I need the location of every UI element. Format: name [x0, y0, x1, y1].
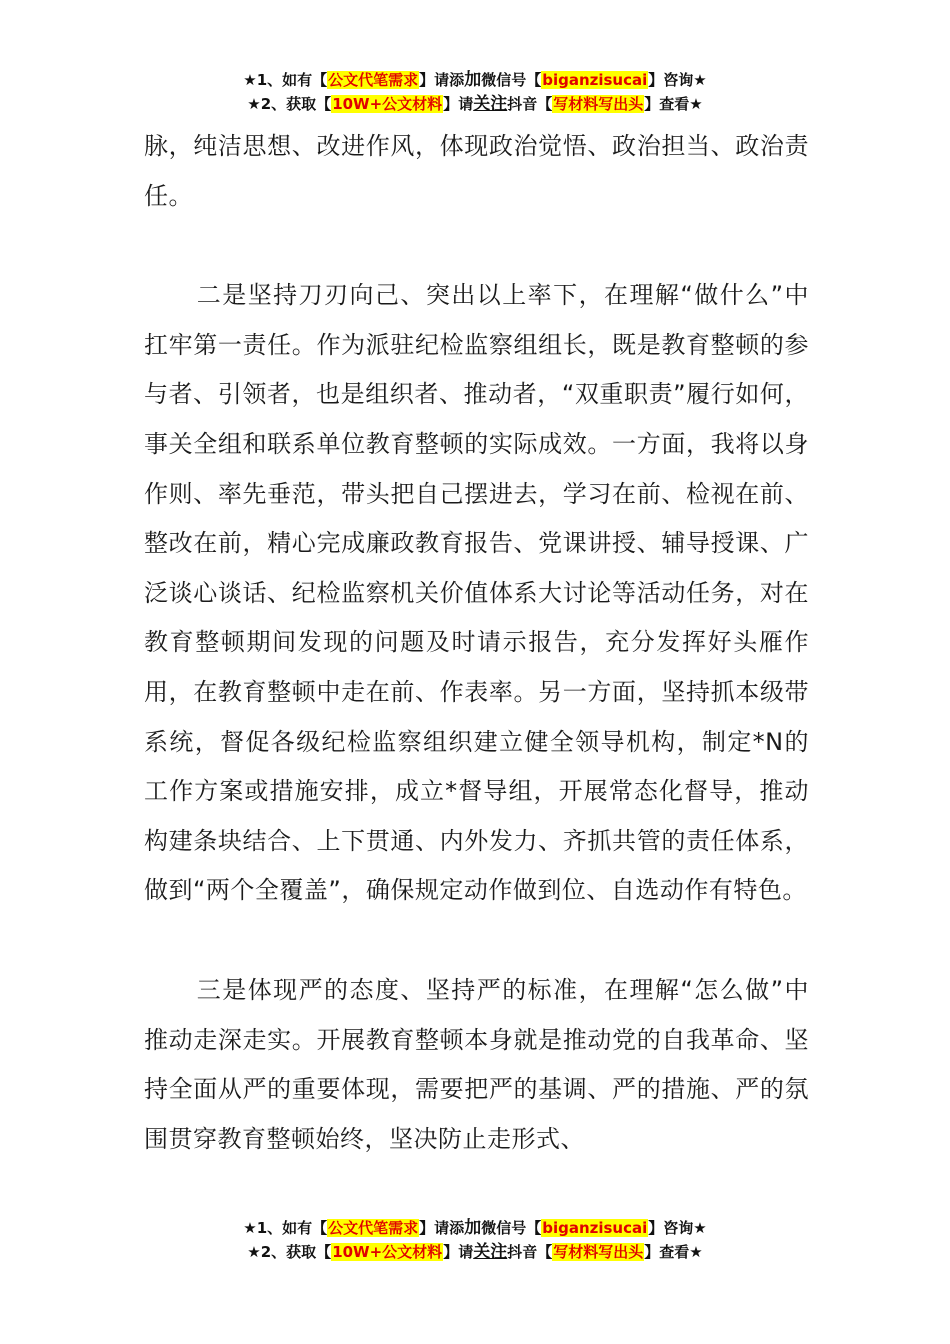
promo-text: ★1、如有【 — [243, 1219, 328, 1237]
promo-emphasis: 关注 — [473, 1242, 508, 1262]
promo-text: 抖音【 — [507, 1243, 553, 1261]
promo-line-1 — [0, 68, 950, 92]
promo-line-2 — [0, 92, 950, 116]
paragraph-continued: 脉，纯洁思想、改进作风，体现政治觉悟、政治担当、政治责任。 — [144, 132, 809, 210]
promo-line-1 — [0, 1216, 950, 1240]
promo-highlight: biganzisucai — [542, 71, 648, 89]
promo-line-2 — [0, 1240, 950, 1264]
promo-text: 】咨询★ — [648, 1219, 707, 1237]
header-promo-banner — [0, 68, 950, 116]
promo-text: ★1、如有【 — [243, 71, 328, 89]
promo-emphasis: 关注 — [473, 94, 508, 114]
promo-emphasis: 加 — [464, 70, 482, 90]
promo-text: 】查看★ — [644, 95, 703, 113]
promo-highlight: 公文代笔需求 — [328, 71, 419, 89]
paragraph-2: 二是坚持刀刃向己、突出以上率下，在理解“做什么”中扛牢第一责任。作为派驻纪检监察组组长，既是教育整顿的参与者、引领者，也是组织者、推动者，“双重职责”履行如何，事关全组和联系单位教育整顿的实际成效。一方面，我将以身作则、率先垂范，带头把自己摆进去，学习在前、检视在前、整改在前，精心完成廉政教育报告、党课讲授、辅导授课、广泛谈心谈话、纪检监察机关价值体系大讨论等活动任务，对在教育整顿期间发现的问题及时请示报告，充分发挥好头雁作用，在教育整顿中走在前、作表率。另一方面，坚持抓本级带系统，督促各级纪检监察组织建立健全领导机构，制定*N的工作方案或措施安排，成立*督导组，开展常态化督导，推动构建条块结合、上下贯通、内外发力、齐抓共管的责任体系，做到“两个全覆盖”，确保规定动作做到位、自选动作有特色。 — [144, 281, 809, 905]
promo-text: 微信号【 — [481, 1219, 542, 1237]
promo-text: ★2、获取【 — [247, 1243, 332, 1261]
paragraph-3: 三是体现严的态度、坚持严的标准，在理解“怎么做”中推动走深走实。开展教育整顿本身就是推动党的自我革命、坚持全面从严的重要体现，需要把严的基调、严的措施、严的氛围贯穿教育整顿始终，坚决防止走形式、 — [144, 975, 809, 1153]
document-body — [144, 122, 809, 1164]
promo-text: 】请 — [443, 1243, 474, 1261]
promo-text: 】请添 — [419, 71, 465, 89]
promo-highlight: 写材料写出头 — [553, 95, 644, 113]
promo-highlight: 写材料写出头 — [553, 1243, 644, 1261]
promo-text: 】查看★ — [644, 1243, 703, 1261]
paragraph-gap — [144, 221, 809, 271]
promo-emphasis: 加 — [464, 1218, 482, 1238]
promo-highlight: 公文代笔需求 — [328, 1219, 419, 1237]
footer-promo-banner — [0, 1216, 950, 1264]
promo-text: 】咨询★ — [648, 71, 707, 89]
promo-text: ★2、获取【 — [247, 95, 332, 113]
promo-highlight: 10W+公文材料 — [332, 95, 443, 113]
promo-highlight: biganzisucai — [542, 1219, 648, 1237]
promo-text: 】请添 — [419, 1219, 465, 1237]
promo-text: 抖音【 — [507, 95, 553, 113]
promo-text: 微信号【 — [481, 71, 542, 89]
paragraph-gap — [144, 916, 809, 966]
promo-highlight: 10W+公文材料 — [332, 1243, 443, 1261]
promo-text: 】请 — [443, 95, 474, 113]
